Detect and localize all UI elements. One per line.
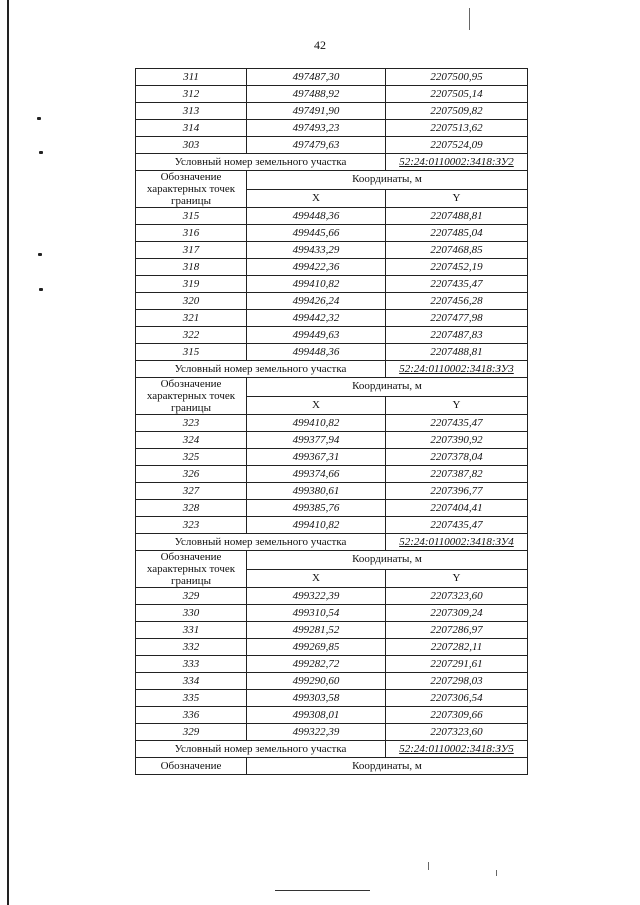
table-row [136,449,528,466]
point-id-cell: 319 [136,276,247,293]
point-id-cell: 314 [136,120,247,137]
y-coordinate-cell: 2207468,85 [386,242,528,259]
scan-speck [39,151,43,154]
column-header-row [136,171,528,190]
y-coordinate-cell: 2207378,04 [386,449,528,466]
x-coordinate-cell: 499281,52 [247,622,386,639]
table-row [136,432,528,449]
point-id-cell: 311 [136,69,247,86]
table-row [136,344,528,361]
point-id-cell: 324 [136,432,247,449]
point-id-cell: 329 [136,724,247,741]
point-column-header: Обозначение [136,758,247,775]
parcel-number-row [136,741,528,758]
table-row [136,120,528,137]
y-coordinate-cell: 2207524,09 [386,137,528,154]
y-coordinate-cell: 2207309,66 [386,707,528,724]
parcel-number-label: Условный номер земельного участка [136,361,386,378]
point-id-cell: 325 [136,449,247,466]
table-row [136,276,528,293]
y-coordinate-cell: 2207404,41 [386,500,528,517]
table-row [136,137,528,154]
x-coordinate-cell: 497479,63 [247,137,386,154]
table-row [136,310,528,327]
x-coordinate-cell: 499448,36 [247,344,386,361]
x-coordinate-cell: 499410,82 [247,517,386,534]
x-axis-header: X [247,569,386,588]
y-coordinate-cell: 2207396,77 [386,483,528,500]
y-coordinate-cell: 2207291,61 [386,656,528,673]
x-coordinate-cell: 499442,32 [247,310,386,327]
point-id-cell: 317 [136,242,247,259]
scan-speck [469,8,470,30]
parcel-number-label: Условный номер земельного участка [136,741,386,758]
x-coordinate-cell: 499410,82 [247,415,386,432]
point-id-cell: 321 [136,310,247,327]
scan-speck [428,862,429,870]
point-id-cell: 329 [136,588,247,605]
column-header-row [136,378,528,397]
y-coordinate-cell: 2207485,04 [386,225,528,242]
x-coordinate-cell: 499445,66 [247,225,386,242]
x-coordinate-cell: 499422,36 [247,259,386,276]
y-coordinate-cell: 2207477,98 [386,310,528,327]
point-id-cell: 335 [136,690,247,707]
point-id-cell: 323 [136,415,247,432]
y-coordinate-cell: 2207390,92 [386,432,528,449]
parcel-number-row [136,154,528,171]
footer-rule [275,890,370,891]
point-id-cell: 315 [136,208,247,225]
table-row [136,293,528,310]
parcel-number-value: 52:24:0110002:3418:ЗУ4 [386,534,528,551]
table-row [136,327,528,344]
y-coordinate-cell: 2207435,47 [386,276,528,293]
x-coordinate-cell: 497488,92 [247,86,386,103]
y-coordinate-cell: 2207488,81 [386,208,528,225]
point-column-header: Обозначение характерных точек границы [136,378,247,415]
y-coordinate-cell: 2207487,83 [386,327,528,344]
y-coordinate-cell: 2207513,62 [386,120,528,137]
table-row [136,225,528,242]
point-id-cell: 326 [136,466,247,483]
x-coordinate-cell: 499308,01 [247,707,386,724]
scan-speck [496,870,497,876]
table-row [136,605,528,622]
table-row [136,415,528,432]
coordinates-table [135,68,528,775]
scan-speck [38,253,42,256]
y-coordinate-cell: 2207452,19 [386,259,528,276]
parcel-number-row [136,534,528,551]
y-coordinate-cell: 2207509,82 [386,103,528,120]
y-coordinate-cell: 2207309,24 [386,605,528,622]
parcel-number-value: 52:24:0110002:3418:ЗУ2 [386,154,528,171]
y-coordinate-cell: 2207488,81 [386,344,528,361]
x-coordinate-cell: 499380,61 [247,483,386,500]
y-coordinate-cell: 2207323,60 [386,588,528,605]
x-coordinate-cell: 499322,39 [247,724,386,741]
x-coordinate-cell: 499310,54 [247,605,386,622]
table-row [136,466,528,483]
coordinates-column-header: Координаты, м [247,171,528,190]
x-coordinate-cell: 499449,63 [247,327,386,344]
y-coordinate-cell: 2207435,47 [386,415,528,432]
x-coordinate-cell: 499374,66 [247,466,386,483]
x-axis-header: X [247,396,386,415]
table-row [136,707,528,724]
table-row [136,656,528,673]
table-row [136,483,528,500]
x-coordinate-cell: 499290,60 [247,673,386,690]
point-column-header: Обозначение характерных точек границы [136,171,247,208]
coordinates-column-header: Координаты, м [247,758,528,775]
parcel-number-label: Условный номер земельного участка [136,534,386,551]
y-coordinate-cell: 2207505,14 [386,86,528,103]
y-coordinate-cell: 2207387,82 [386,466,528,483]
point-id-cell: 333 [136,656,247,673]
point-id-cell: 328 [136,500,247,517]
table-row [136,500,528,517]
point-id-cell: 327 [136,483,247,500]
parcel-number-label: Условный номер земельного участка [136,154,386,171]
table-row [136,517,528,534]
trailing-header-row [136,758,528,775]
y-coordinate-cell: 2207298,03 [386,673,528,690]
point-id-cell: 323 [136,517,247,534]
x-coordinate-cell: 497493,23 [247,120,386,137]
x-coordinate-cell: 499433,29 [247,242,386,259]
scan-speck [37,117,41,120]
parcel-number-value: 52:24:0110002:3418:ЗУ3 [386,361,528,378]
point-id-cell: 332 [136,639,247,656]
point-id-cell: 320 [136,293,247,310]
point-id-cell: 318 [136,259,247,276]
x-coordinate-cell: 499410,82 [247,276,386,293]
table-row [136,673,528,690]
y-axis-header: Y [386,189,528,208]
x-coordinate-cell: 499303,58 [247,690,386,707]
x-coordinate-cell: 499282,72 [247,656,386,673]
table-row [136,69,528,86]
y-coordinate-cell: 2207306,54 [386,690,528,707]
coordinates-column-header: Координаты, м [247,378,528,397]
table-row [136,588,528,605]
point-id-cell: 313 [136,103,247,120]
x-coordinate-cell: 499426,24 [247,293,386,310]
point-id-cell: 322 [136,327,247,344]
coordinates-column-header: Координаты, м [247,551,528,570]
point-id-cell: 312 [136,86,247,103]
y-coordinate-cell: 2207500,95 [386,69,528,86]
point-id-cell: 315 [136,344,247,361]
y-coordinate-cell: 2207456,28 [386,293,528,310]
table-row [136,724,528,741]
table-row [136,208,528,225]
scan-left-edge [7,0,9,905]
x-coordinate-cell: 499367,31 [247,449,386,466]
y-coordinate-cell: 2207435,47 [386,517,528,534]
x-coordinate-cell: 499322,39 [247,588,386,605]
x-coordinate-cell: 499385,76 [247,500,386,517]
table-row [136,690,528,707]
point-id-cell: 336 [136,707,247,724]
table-row [136,639,528,656]
table-row [136,622,528,639]
point-id-cell: 303 [136,137,247,154]
table-row [136,86,528,103]
x-coordinate-cell: 499448,36 [247,208,386,225]
y-coordinate-cell: 2207323,60 [386,724,528,741]
table-row [136,103,528,120]
table-row [136,259,528,276]
y-axis-header: Y [386,569,528,588]
x-coordinate-cell: 499269,85 [247,639,386,656]
point-id-cell: 334 [136,673,247,690]
table-row [136,242,528,259]
point-column-header: Обозначение характерных точек границы [136,551,247,588]
y-coordinate-cell: 2207282,11 [386,639,528,656]
x-coordinate-cell: 497487,30 [247,69,386,86]
parcel-number-value: 52:24:0110002:3418:ЗУ5 [386,741,528,758]
x-axis-header: X [247,189,386,208]
y-axis-header: Y [386,396,528,415]
point-id-cell: 316 [136,225,247,242]
scan-speck [39,288,43,291]
point-id-cell: 331 [136,622,247,639]
coordinates-table-body [136,69,528,775]
x-coordinate-cell: 497491,90 [247,103,386,120]
column-header-row [136,551,528,570]
page-number: 42 [314,38,326,52]
point-id-cell: 330 [136,605,247,622]
y-coordinate-cell: 2207286,97 [386,622,528,639]
parcel-number-row [136,361,528,378]
x-coordinate-cell: 499377,94 [247,432,386,449]
